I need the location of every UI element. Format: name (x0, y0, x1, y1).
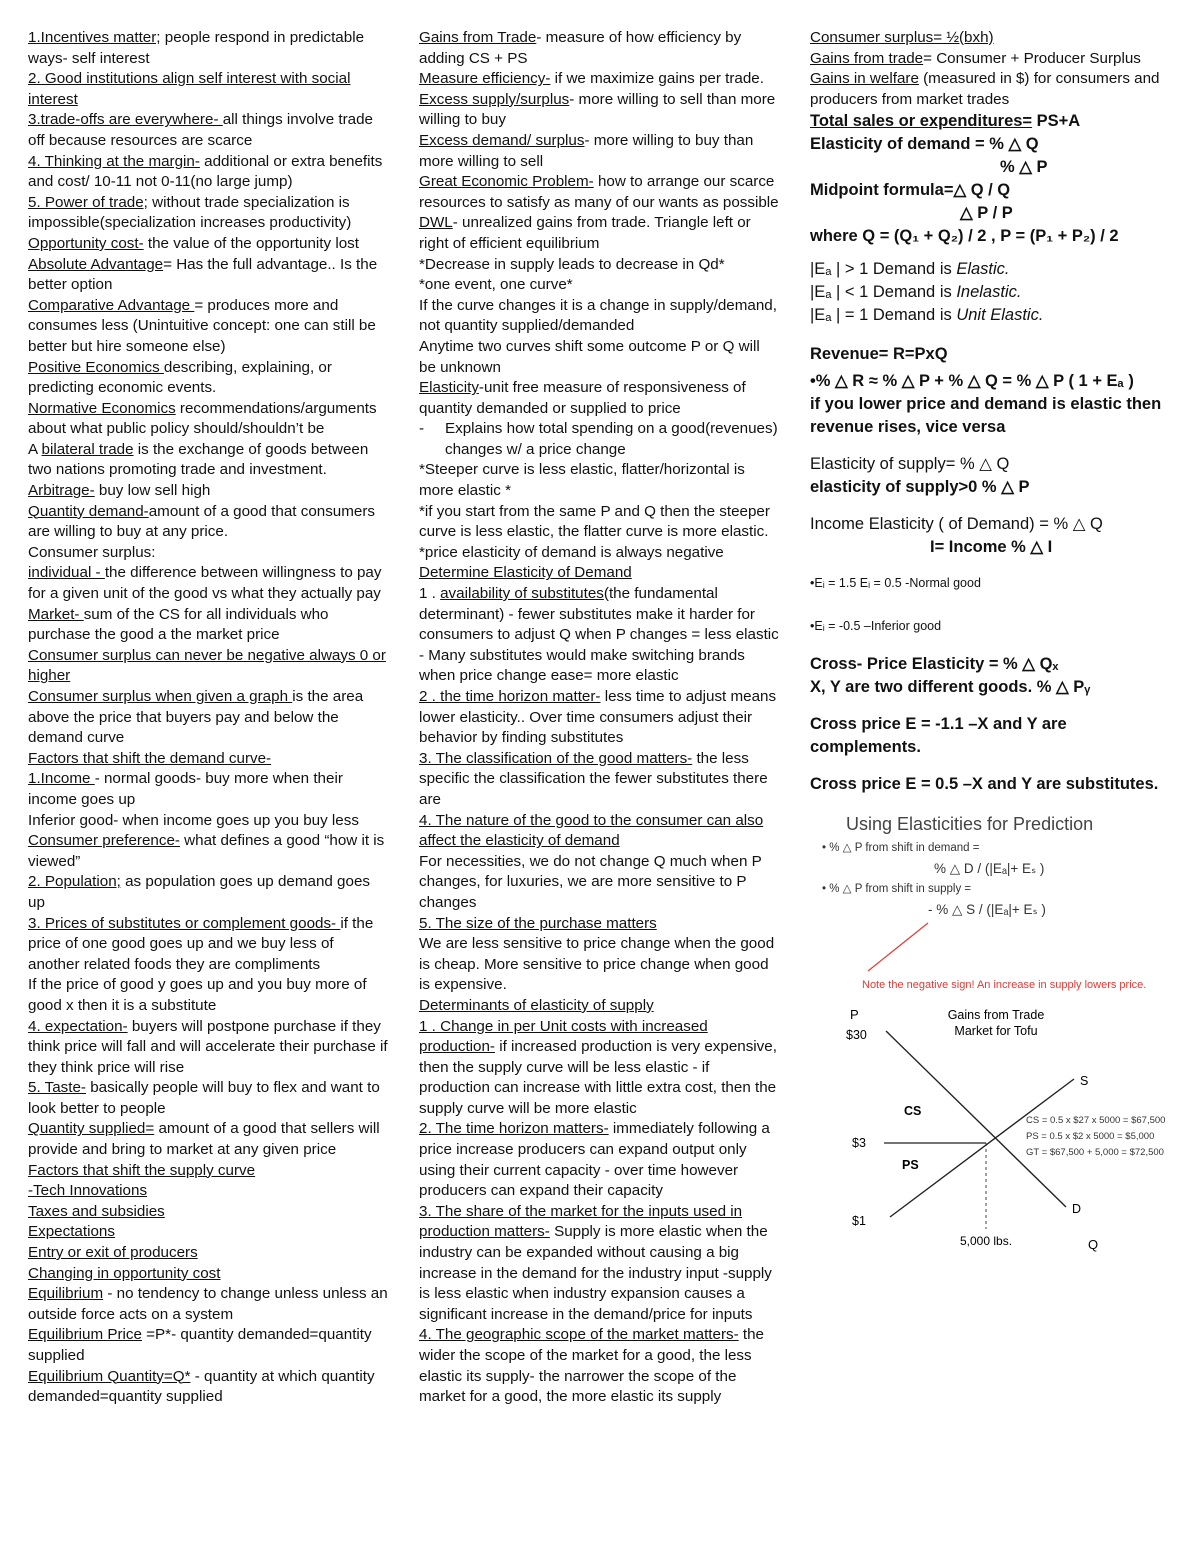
entry-text: basically people will buy to flex and want to look better to people (28, 1079, 380, 1117)
entry-text: people respond in predictable ways- self interest (28, 29, 365, 67)
graph-quantity-label: 5,000 lbs. (960, 1234, 1013, 1249)
elasticity-condition-row (810, 258, 1180, 281)
entry-term: Comparative Advantage (28, 296, 195, 314)
condition-word: Unit Elastic. (956, 306, 1044, 325)
supply-elasticity-line2: elasticity of supply>0 % △ P (810, 478, 1030, 497)
elasticity-condition-row (810, 304, 1180, 327)
col1-entry (28, 296, 388, 358)
col2-entry (419, 1325, 779, 1407)
entry-text: *one event, one curve* (419, 276, 573, 294)
entry-text: = Has the full advantage.. Is the better option (28, 255, 378, 294)
entry-term: individual - (28, 564, 105, 582)
substitutes-line: Cross price E = 0.5 –X and Y are substitutes. (810, 774, 1159, 793)
graph-axis-p: P (850, 1007, 859, 1023)
col2-entry (419, 914, 779, 935)
entry-text: additional or extra benefits and cost/ 10-11 not 0-11(no large jump) (28, 152, 383, 191)
column-1 (28, 28, 388, 1408)
entry-text: - normal goods- buy more when their income goes up (28, 770, 343, 808)
entry-text: amount of a good that consumers are willing to buy at any price. (28, 502, 375, 541)
entry-term: 2. Good institutions align self interest with social interest (28, 70, 351, 108)
entry-term: 5. Power of trade; (28, 193, 148, 211)
consumer-surplus-formula: Consumer surplus= ½(bxh) (810, 29, 994, 46)
col1-entry (28, 1284, 388, 1325)
entry-term: 2 . the time horizon matter- (419, 688, 601, 705)
entry-term: Excess demand/ surplus (419, 131, 585, 149)
entry-text: - no tendency to change unless unless an outside force acts on a system (28, 1285, 388, 1323)
col2-entry (419, 687, 779, 749)
gains-from-trade-def: Gains from trade= Consumer + Producer Surplus (810, 49, 1141, 67)
figure-arrow (856, 921, 1006, 977)
entry-text: (the fundamental determinant) - fewer substitutes make it harder for consumers to adjust Q when P changes = less elastic - Many substitutes would make switching brands when price change ease= more elastic (419, 585, 779, 685)
entry-term: Factors that shift the demand curve- (28, 749, 272, 767)
entry-term: Great Economic Problem- (419, 173, 594, 191)
entry-term: 3. Prices of substitutes or complement goods- (28, 914, 341, 932)
col2-entry (419, 419, 779, 460)
col1-entry (28, 69, 388, 110)
gains-from-trade-graph (810, 1001, 1170, 1261)
entry-term: availability of substitutes (440, 585, 604, 603)
col2-entry (419, 172, 779, 213)
graph-calc-ps: PS = 0.5 x $2 x 5000 = $5,000 (1026, 1131, 1155, 1143)
col1-entry (28, 193, 388, 234)
entry-text: how to arrange our scarce resources to satisfy as many of our wants as possible (419, 173, 779, 211)
entry-term: Arbitrage- (28, 482, 95, 500)
graph-supply-label: S (1080, 1074, 1089, 1089)
entry-term: Absolute Advantage (28, 255, 164, 273)
col1-entry (28, 1017, 388, 1079)
col2-entry (419, 69, 779, 90)
entry-term: 3. The share of the market for the inputs used in production matters- (419, 1202, 743, 1241)
revenue-note: if you lower price and demand is elastic then revenue rises, vice versa (810, 395, 1162, 437)
col2-entry (419, 131, 779, 172)
col1-entry (28, 975, 388, 1016)
entry-text: the less specific the classification the fewer substitutes there are (419, 749, 768, 808)
column-3 (810, 28, 1180, 1261)
entry-term: 5. Taste- (28, 1079, 86, 1097)
figure-title: Using Elasticities for Prediction (846, 813, 1094, 834)
graph-calc-gt: GT = $67,500 + 5,000 = $72,500 (1026, 1147, 1164, 1159)
entry-text: describing, explaining, or predicting economic events. (28, 358, 332, 397)
graph-title-2: Market for Tofu (954, 1024, 1038, 1039)
col1-entry (28, 28, 388, 69)
entry-text: =P*- quantity demanded=quantity supplied (28, 1326, 372, 1364)
supply-elasticity-line1: Elasticity of supply= % △ Q (810, 455, 1010, 474)
entry-term: Changing in opportunity cost (28, 1264, 221, 1282)
income-elasticity-line1: Income Elasticity ( of Demand) = % △ Q (810, 515, 1103, 534)
entry-text: buyers will postpone purchase if they think price will fall and will accelerate their purchase if they think price will rise (28, 1017, 388, 1076)
entry-text: - more willing to buy than more willing to sell (419, 131, 754, 170)
entry-term: Normative Economics (28, 399, 176, 417)
figure-bullet-demand: • % △ P from shift in demand = (822, 842, 980, 855)
col1-entry (28, 440, 388, 481)
entry-text: without trade specialization is impossible(specialization increases productivity) (28, 193, 352, 232)
entry-term: Quantity supplied= (28, 1120, 155, 1138)
col1-entry (28, 687, 388, 749)
col2-entry (419, 996, 779, 1017)
entry-text: recommendations/arguments about what public policy should/shouldn’t be (28, 399, 377, 438)
entry-term: 2. The time horizon matters- (419, 1120, 609, 1138)
cross-price-line2: X, Y are two different goods. % △ Pᵧ (810, 677, 1091, 696)
condition-text: |Eₐ | = 1 Demand is (810, 306, 957, 325)
entry-text: If the price of good y goes up and you buy more of good x then it is a substitute (28, 976, 367, 1014)
col2-entry (419, 1119, 779, 1201)
entry-term: bilateral trade (41, 440, 134, 458)
entry-term: Elasticity (419, 379, 479, 397)
col2-entry (419, 749, 779, 811)
midpoint-line2: △ P / P (960, 204, 1013, 223)
col1-entry (28, 646, 388, 687)
entry-term: Expectations (28, 1223, 115, 1241)
col1-entry (28, 1119, 388, 1160)
entry-text: amount of a good that sellers will provide and bring to market at any given price (28, 1120, 380, 1159)
entry-term: DWL (419, 214, 453, 232)
entry-prefix: A (28, 440, 42, 458)
col1-entry (28, 769, 388, 810)
entry-text: as population goes up demand goes up (28, 873, 370, 911)
entry-term: Taxes and subsidies (28, 1202, 165, 1220)
col1-entry (28, 1264, 388, 1285)
entry-text: if we maximize gains per trade. (550, 70, 764, 88)
entry-text: - unrealized gains from trade. Triangle left or right of efficient equilibrium (419, 214, 751, 252)
col2-entry (419, 563, 779, 584)
col2-entry (419, 543, 779, 564)
col1-entry (28, 152, 388, 193)
condition-word: Inelastic. (956, 283, 1022, 302)
entry-text: the difference between willingness to pay for a given unit of the good vs what they actually pay (28, 564, 382, 603)
entry-text: sum of the CS for all individuals who purchase the good a the market price (28, 605, 329, 644)
bullet-dash: - (419, 420, 425, 438)
entry-term: Equilibrium (28, 1285, 104, 1303)
col1-entry (28, 1078, 388, 1119)
col1-entry (28, 1367, 388, 1408)
figure-formula-supply: - % △ S / (|Eₐ|+ Eₛ ) (928, 901, 1046, 917)
col2-entry (419, 378, 779, 419)
entry-text: is the exchange of goods between two nations promoting trade and investment. (28, 440, 369, 479)
entry-term: 2. Population; (28, 873, 121, 891)
condition-word: Elastic. (956, 260, 1010, 279)
col2-entry (419, 275, 779, 296)
entry-term: -Tech Innovations (28, 1182, 148, 1200)
entry-term: 1 . Change in per Unit costs with increased production- (419, 1017, 708, 1056)
entry-text: if the price of one good goes up and we buy less of another related foods they are compliments (28, 914, 374, 973)
entry-text: If the curve changes it is a change in supply/demand, not quantity supplied/demanded (419, 296, 777, 335)
entry-text: - quantity at which quantity demanded=quantity supplied (28, 1367, 375, 1406)
col2-entry (419, 1017, 779, 1120)
col2-entry (419, 255, 779, 276)
entry-term: 4. The geographic scope of the market matters- (419, 1326, 739, 1344)
graph-axis-q: Q (1088, 1237, 1099, 1253)
col1-entry (28, 502, 388, 543)
entry-text: all things involve trade off because resources are scarce (28, 111, 373, 149)
entry-term: 4. Thinking at the margin- (28, 152, 200, 170)
entry-term: Opportunity cost- (28, 234, 144, 252)
figure-formula-demand: % △ D / (|Eₐ|+ Eₛ ) (934, 860, 1045, 876)
col1-entry (28, 1243, 388, 1264)
gains-in-welfare-def: Gains in welfare (measured in $) for consumers and producers from market trades (810, 70, 1160, 108)
entry-term: Consumer surplus when given a graph (28, 688, 293, 705)
entry-term: Measure efficiency- (419, 70, 551, 88)
income-elasticity-line2: I= Income % △ I (930, 538, 1053, 557)
col2-entry (419, 460, 779, 501)
entry-text: Inferior good- when income goes up you buy less (28, 811, 359, 829)
entry-text: is the area above the price that buyers pay and below the demand curve (28, 688, 364, 747)
col1-entry (28, 399, 388, 440)
entry-text: the value of the opportunity lost (143, 234, 359, 252)
col2-entry (419, 502, 779, 543)
col2-entry (419, 934, 779, 996)
total-sales-formula: Total sales or expenditures= PS+A (810, 112, 1081, 131)
entry-term: 5. The size of the purchase matters (419, 914, 657, 932)
graph-price-3: $3 (852, 1136, 866, 1151)
entry-term: Entry or exit of producers (28, 1244, 198, 1262)
col2-entry (419, 852, 779, 914)
column-2 (419, 28, 779, 1408)
entry-term: Positive Economics (28, 358, 164, 376)
revenue-formula: Revenue= R=PxQ (810, 345, 948, 364)
col1-entry (28, 1202, 388, 1223)
col1-entry (28, 1181, 388, 1202)
entry-text: the wider the scope of the market for a good, the less elastic its supply- the narrower the scope of the market for a good, the more elastic its supply (419, 1326, 765, 1406)
col2-entry (419, 90, 779, 131)
col2-entry (419, 811, 779, 852)
graph-demand-label: D (1072, 1202, 1082, 1217)
graph-title-1: Gains from Trade (947, 1008, 1045, 1023)
col1-entry (28, 811, 388, 832)
entry-term: Factors that shift the supply curve (28, 1161, 256, 1179)
col1-entry (28, 481, 388, 502)
entry-term: 4. The nature of the good to the consumer can also affect the elasticity of demand (419, 811, 764, 850)
elasticity-condition-row (810, 281, 1180, 304)
elasticity-demand-line1: Elasticity of demand = % △ Q (810, 135, 1039, 154)
col1-entry (28, 872, 388, 913)
entry-text: what defines a good “how it is viewed” (28, 832, 385, 870)
entry-text: Consumer surplus: (28, 543, 156, 561)
midpoint-where: where Q = (Q₁ + Q₂) / 2 , P = (P₁ + P₂) / 2 (810, 227, 1119, 246)
entry-text: buy low sell high (94, 482, 211, 500)
entry-text: *Steeper curve is less elastic, flatter/horizontal is more elastic * (419, 461, 745, 500)
col1-entry (28, 1222, 388, 1243)
cross-price-line1: Cross- Price Elasticity = % △ Qₓ (810, 654, 1059, 673)
entry-text: if increased production is very expensive, then the supply curve will be less elastic - if production can increase with little extra cost, then the supply curve will be more elastic (419, 1038, 777, 1117)
graph-price-1: $1 (852, 1214, 866, 1229)
col2-entry (419, 337, 779, 378)
entry-term: 3.trade-offs are everywhere- (28, 111, 223, 129)
entry-term: Market- (28, 605, 84, 623)
col2-entry (419, 213, 779, 254)
entry-text: Anytime two curves shift some outcome P or Q will be unknown (419, 337, 760, 376)
entry-text: *if you start from the same P and Q then the steeper curve is less elastic, the flatter curve is more elastic. (419, 502, 770, 541)
col1-entry (28, 749, 388, 770)
entry-text: *Decrease in supply leads to decrease in Qd* (419, 255, 725, 273)
col1-entry (28, 234, 388, 255)
midpoint-line1: Midpoint formula=△ Q / Q (810, 181, 1011, 200)
entry-term: Determinants of elasticity of supply (419, 996, 654, 1014)
col2-entry (419, 584, 779, 687)
entry-term: Consumer surplus can never be negative always 0 or higher (28, 646, 386, 685)
col1-entry (28, 1325, 388, 1366)
entry-text: Supply is more elastic when the industry can be expanded without causing a big increase in the demand for the industry input -supply is less elastic when industry expansion causes a significant increase in the demand/price for inputs (419, 1223, 772, 1323)
entry-text: - more willing to sell than more willing to buy (419, 90, 776, 129)
entry-term: 3. The classification of the good matters- (419, 749, 693, 767)
figure-bullet-supply: • % △ P from shift in supply = (822, 883, 972, 896)
col1-entry (28, 605, 388, 646)
inferior-good-line: •Eᵢ = -0.5 –Inferior good (810, 618, 942, 633)
entry-text: Explains how total spending on a good(revenues) changes w/ a price change (445, 420, 778, 458)
entry-text: = produces more and consumes less (Unintuitive concept: one can still be better but hire someone else) (28, 296, 376, 355)
entry-text: less time to adjust means lower elasticity.. Over time consumers adjust their behavior by finding substitutes (419, 688, 777, 747)
entry-text: -unit free measure of responsiveness of quantity demanded or supplied to price (419, 379, 746, 417)
entry-text: We are less sensitive to price change when the good is cheap. More sensitive to price change when good is expensive. (419, 935, 775, 994)
elasticity-conditions (810, 258, 1180, 327)
entry-text: - measure of how efficiency by adding CS + PS (419, 29, 742, 67)
figure-note: Note the negative sign! An increase in supply lowers price. (862, 978, 1147, 991)
graph-ps-label: PS (902, 1158, 919, 1173)
col1-entry (28, 914, 388, 976)
normal-good-line: •Eᵢ = 1.5 Eᵢ = 0.5 -Normal good (810, 576, 981, 591)
condition-text: |Eₐ | > 1 Demand is (810, 260, 957, 279)
col2-entry (419, 1202, 779, 1326)
entry-term: 1.Income (28, 770, 95, 788)
entry-term: Excess supply/surplus (419, 90, 570, 108)
entry-term: Determine Elasticity of Demand (419, 564, 632, 582)
condition-text: |Eₐ | < 1 Demand is (810, 283, 957, 302)
elasticity-demand-line2: % △ P (1000, 158, 1048, 177)
entry-term: 1.Incentives matter; (28, 29, 161, 46)
graph-calc-cs: CS = 0.5 x $27 x 5000 = $67,500 (1026, 1115, 1166, 1127)
graph-cs-label: CS (904, 1104, 922, 1119)
col2-entry (419, 28, 779, 69)
entry-term: Consumer preference- (28, 832, 180, 850)
col2-entry (419, 296, 779, 337)
col1-entry (28, 543, 388, 564)
col1-entry (28, 255, 388, 296)
entry-term: Gains from Trade (419, 29, 537, 46)
col1-entry (28, 831, 388, 872)
complements-line: Cross price E = -1.1 –X and Y are complements. (810, 714, 1067, 756)
col1-entry (28, 358, 388, 399)
graph-price-30: $30 (846, 1028, 867, 1043)
entry-text: immediately following a price increase producers can expand output only using their current capacity - over time however producers can expand their capacity (419, 1120, 770, 1200)
entry-text: For necessities, we do not change Q much when P changes, for luxuries, we are more sensitive to P changes (419, 852, 762, 911)
col1-entry (28, 563, 388, 604)
entry-term: 4. expectation- (28, 1017, 128, 1035)
col1-entry (28, 1161, 388, 1182)
entry-prefix: 1 . (419, 585, 441, 603)
entry-term: Equilibrium Quantity=Q* (28, 1367, 191, 1385)
revenue-change-formula: •% △ R ≈ % △ P + % △ Q = % △ P ( 1 + Eₐ ) (810, 372, 1134, 391)
entry-text: *price elasticity of demand is always negative (419, 543, 724, 561)
col1-entry (28, 110, 388, 151)
entry-term: Equilibrium Price (28, 1326, 142, 1344)
entry-term: Quantity demand- (28, 502, 149, 520)
